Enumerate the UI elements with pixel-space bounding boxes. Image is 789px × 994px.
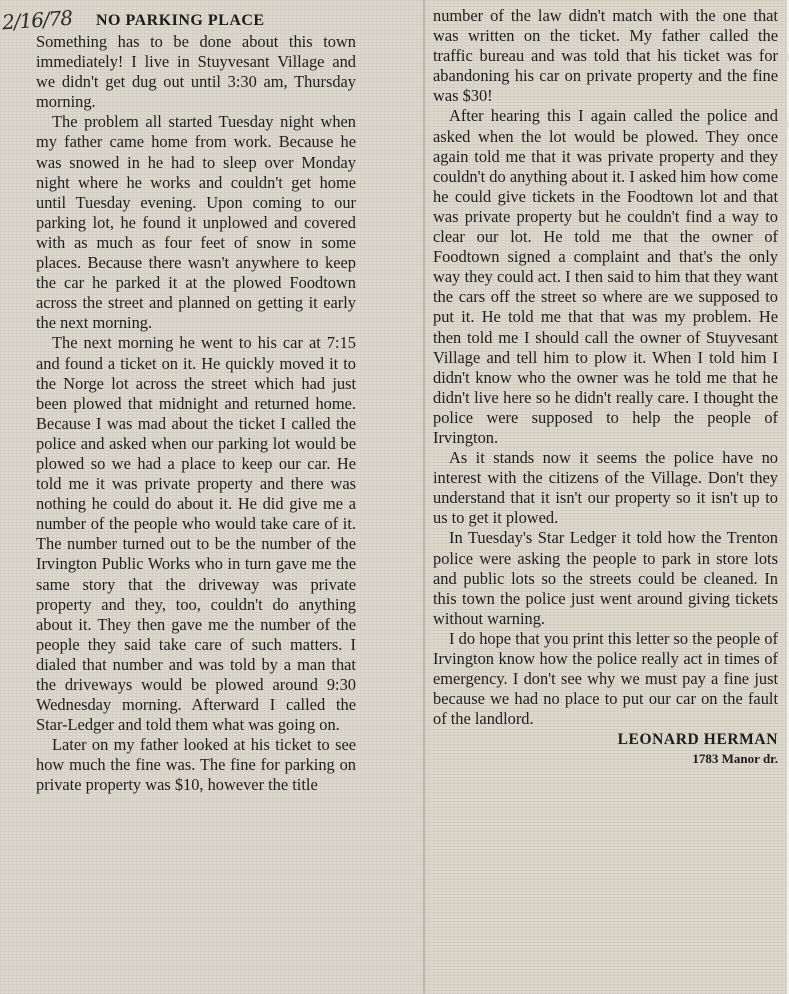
paragraph: After hearing this I again called the police and asked when the lot would be plowed. They once again told me that it was private property and they couldn't do anything about it. I asked him how come he could give tickets in the Foodtown lot and that was private property but he couldn't find a way to clear our lot. He told me that the owner of Foodtown signed a complaint and that's the only way they could act. I then said to him that they want the cars off the street so where are we supposed to put it. He told me that that was my problem. He then told me I should call the owner of Stuyvesant Village and tell him to plow it. When I told him I didn't know who the owner was he told me that he didn't live here so he didn't really care. I thought the police were supposed to help the people of Irvington. [433,106,778,447]
paragraph: Later on my father looked at his ticket to see how much the fine was. The fine for parking on private property was $10, however the title [36,735,356,795]
paragraph: The problem all started Tuesday night when my father came home from work. Because he was snowed in he had to sleep over Monday night where he works and couldn't get home until Tuesday evening. Upon coming to our parking lot, he found it unplowed and covered with as much as four feet of snow in some places. Because there wasn't anywhere to keep the car he parked it at the plowed Foodtown across the street and planned on getting it early the next morning. [36,112,356,333]
right-column-text [433,6,778,729]
paragraph: number of the law didn't match with the one that was written on the ticket. My father called the traffic bureau and was told that his ticket was for abandoning his car on private property and the fine was $30! [433,6,778,106]
author-address: 1783 Manor dr. [692,751,778,767]
letter-headline: NO PARKING PLACE [96,12,265,29]
handwritten-date: 2/16/78 [1,5,73,35]
right-column [425,0,787,994]
left-column-text [36,32,356,796]
paragraph: I do hope that you print this letter so the people of Irvington know how the police really act in times of emergency. I don't see why we must pay a fine just because we had no place to put our car on the fault of the landlord. [433,628,778,729]
paragraph: As it stands now it seems the police have no interest with the citizens of the Village. Don't they understand that it isn't our property so it isn't up to us to get it plowed. [433,448,778,528]
author-signature: LEONARD HERMAN [617,731,778,749]
paragraph: Something has to be done about this town immediately! I live in Stuyvesant Village and we didn't get dug out until 3:30 am, Thursday morning. [36,32,356,112]
paragraph: The next morning he went to his car at 7:15 and found a ticket on it. He quickly moved it to the Norge lot across the street which had just been plowed that midnight and returned home. Because I was mad about the ticket I called the police and asked when our parking lot would be plowed so we had a place to keep our car. He told me it was private property and there was nothing he could do about it. He did give me a number of the people who would take care of it. The number turned out to be the number of the Irvington Public Works who in turn gave me the same story that the driveway was private property and they, too, couldn't do anything about it. They then gave me the number of the people they said take care of such matters. I dialed that number and was told by a man that the driveways would be plowed around 9:30 Wednesday morning. Afterward I called the Star-Ledger and told them what was going on. [36,333,356,735]
paragraph: In Tuesday's Star Ledger it told how the Trenton police were asking the people to park in store lots and public lots so the streets could be cleaned. In this town the police just went around giving tickets without warning. [433,528,778,628]
